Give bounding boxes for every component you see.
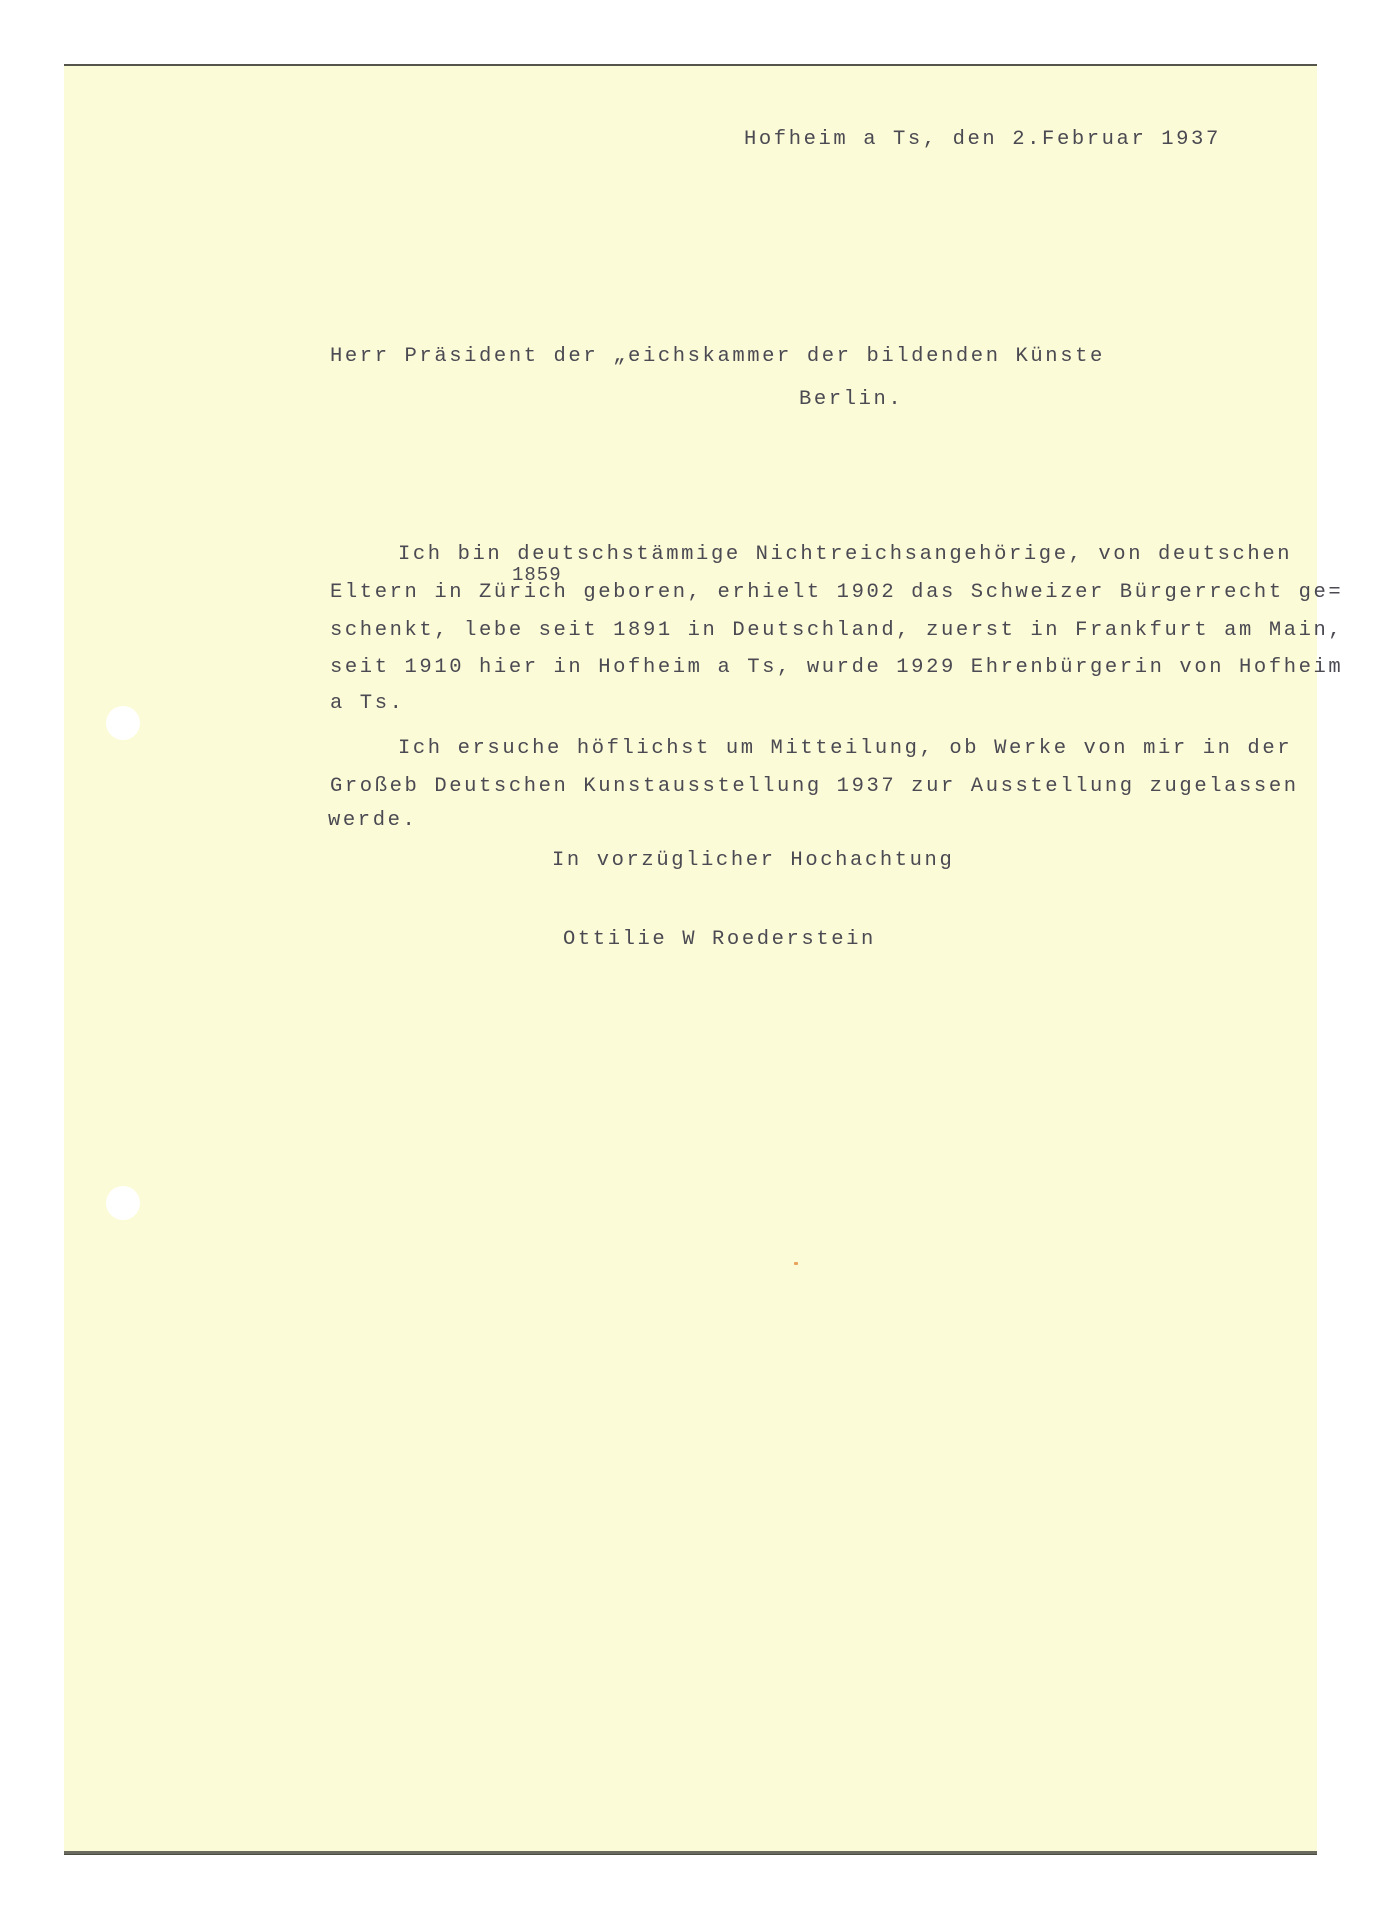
dateline: Hofheim a Ts, den 2.Februar 1937: [744, 128, 1221, 151]
addressee-line-2: Berlin.: [799, 388, 904, 411]
birth-year-insertion: 1859: [512, 564, 562, 586]
letter-sheet: [64, 64, 1317, 1854]
body-paragraph-1-line-3: schenkt, lebe seit 1891 in Deutschland, zuerst in Frankfurt am Main,: [330, 619, 1344, 642]
punch-hole-lower: [106, 1186, 140, 1220]
body-paragraph-1-line-2: Eltern in Zürich geboren, erhielt 1902 das Schweizer Bürgerrecht ge=: [330, 581, 1344, 604]
body-paragraph-1-line-1: Ich bin deutschstämmige Nichtreichsangehörige, von deutschen: [398, 543, 1293, 566]
signature-typed: Ottilie W Roederstein: [563, 928, 876, 951]
body-paragraph-1-line-4: seit 1910 hier in Hofheim a Ts, wurde 1929 Ehrenbürgerin von Hofheim: [330, 656, 1344, 679]
body-paragraph-2-line-2: Großeb Deutschen Kunstausstellung 1937 zur Ausstellung zugelassen: [330, 775, 1299, 798]
closing-line: In vorzüglicher Hochachtung: [552, 849, 955, 872]
punch-hole-upper: [106, 706, 140, 740]
paper-speck: [794, 1262, 798, 1265]
body-paragraph-2-line-3: werde.: [328, 809, 418, 832]
body-paragraph-1-line-5: a Ts.: [330, 692, 405, 715]
body-paragraph-2-line-1: Ich ersuche höflichst um Mitteilung, ob Werke von mir in der: [398, 737, 1293, 760]
addressee-line-1: Herr Präsident der „eichskammer der bildenden Künste: [330, 345, 1105, 368]
